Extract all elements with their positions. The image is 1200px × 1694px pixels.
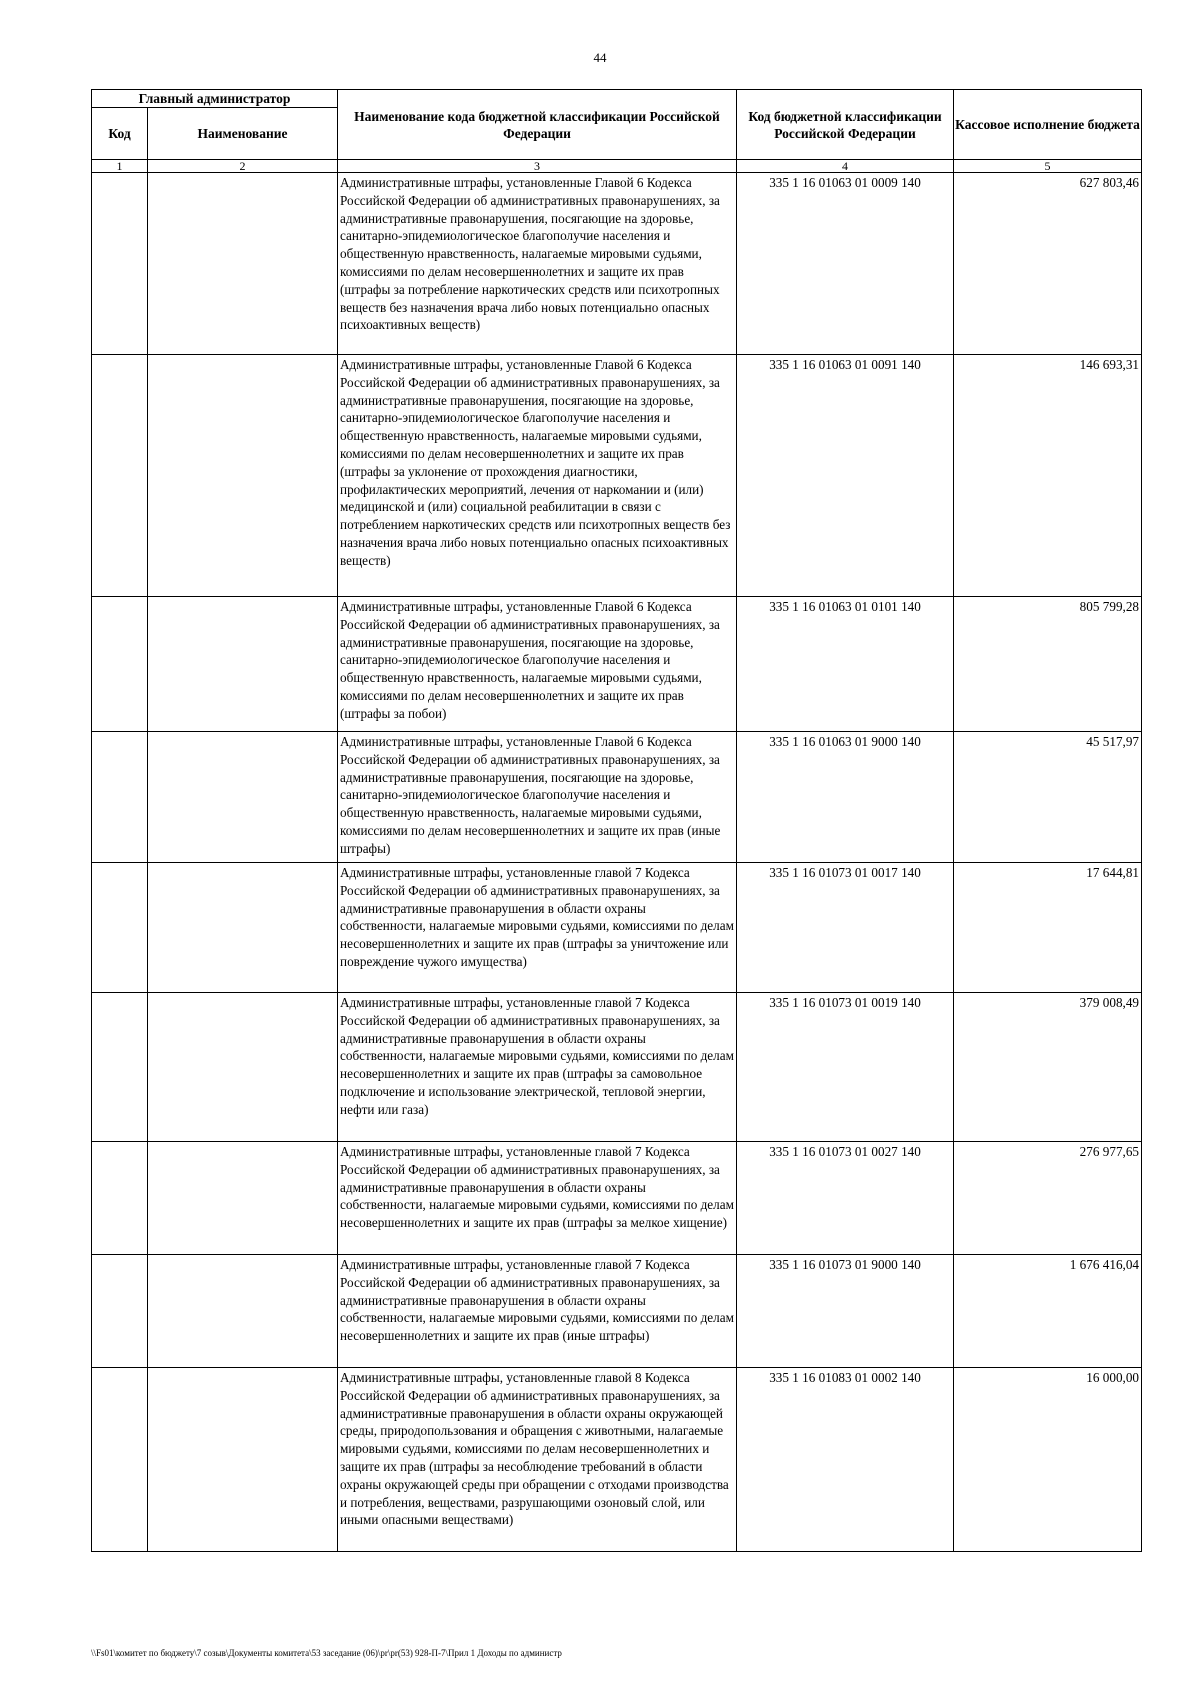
admin-code-cell bbox=[92, 173, 148, 355]
admin-name-cell bbox=[148, 1255, 338, 1368]
admin-name-header: Наименование bbox=[148, 108, 338, 160]
execution-amount: 16 000,00 bbox=[954, 1368, 1142, 1552]
page-number: 44 bbox=[593, 50, 607, 65]
admin-code-cell bbox=[92, 1368, 148, 1552]
kbk-description: Административные штрафы, установленные главой 7 Кодекса Российской Федерации об административных правонарушениях, за административные правонарушения в области охраны собственности, налагаемые мировыми судьями, комиссиями по делам несовершеннолетних и защите их прав (штрафы за мелкое хищение) bbox=[338, 1142, 737, 1255]
admin-name-cell bbox=[148, 863, 338, 993]
execution-header: Кассовое исполнение бюджета bbox=[954, 90, 1142, 160]
admin-code-cell bbox=[92, 1255, 148, 1368]
admin-code-cell bbox=[92, 732, 148, 863]
kbk-name-header: Наименование кода бюджетной классификации Российской Федерации bbox=[338, 90, 737, 160]
kbk-description: Административные штрафы, установленные Главой 6 Кодекса Российской Федерации об административных правонарушениях, за административные правонарушения, посягающие на здоровье, санитарно-эпидемиологическое благополучие населения и общественную нравственность, налагаемые мировыми судьями, комиссиями по делам несовершеннолетних и защите их прав (иные штрафы) bbox=[338, 732, 737, 863]
admin-name-cell bbox=[148, 732, 338, 863]
kbk-code: 335 1 16 01073 01 0019 140 bbox=[737, 993, 954, 1142]
table-row bbox=[92, 993, 1142, 1142]
execution-amount: 805 799,28 bbox=[954, 597, 1142, 732]
admin-code-cell bbox=[92, 1142, 148, 1255]
admin-name-cell bbox=[148, 173, 338, 355]
table-row bbox=[92, 355, 1142, 597]
admin-code-cell bbox=[92, 863, 148, 993]
kbk-code: 335 1 16 01073 01 0017 140 bbox=[737, 863, 954, 993]
main-admin-header: Главный администратор bbox=[92, 90, 338, 108]
kbk-code: 335 1 16 01063 01 0091 140 bbox=[737, 355, 954, 597]
table-row bbox=[92, 732, 1142, 863]
admin-code-cell bbox=[92, 993, 148, 1142]
kbk-code: 335 1 16 01063 01 0101 140 bbox=[737, 597, 954, 732]
admin-name-cell bbox=[148, 1368, 338, 1552]
execution-amount: 17 644,81 bbox=[954, 863, 1142, 993]
table-row bbox=[92, 1255, 1142, 1368]
execution-amount: 276 977,65 bbox=[954, 1142, 1142, 1255]
table-row bbox=[92, 1142, 1142, 1255]
table-row bbox=[92, 597, 1142, 732]
kbk-description: Административные штрафы, установленные главой 7 Кодекса Российской Федерации об административных правонарушениях, за административные правонарушения в области охраны собственности, налагаемые мировыми судьями, комиссиями по делам несовершеннолетних и защите их прав (штрафы за уничтожение или повреждение чужого имущества) bbox=[338, 863, 737, 993]
column-number: 4 bbox=[737, 160, 954, 173]
column-number: 1 bbox=[92, 160, 148, 173]
admin-name-cell bbox=[148, 355, 338, 597]
kbk-code: 335 1 16 01073 01 9000 140 bbox=[737, 1255, 954, 1368]
table-row bbox=[92, 863, 1142, 993]
kbk-code: 335 1 16 01063 01 0009 140 bbox=[737, 173, 954, 355]
kbk-description: Административные штрафы, установленные Главой 6 Кодекса Российской Федерации об административных правонарушениях, за административные правонарушения, посягающие на здоровье, санитарно-эпидемиологическое благополучие населения и общественную нравственность, налагаемые мировыми судьями, комиссиями по делам несовершеннолетних и защите их прав (штрафы за побои) bbox=[338, 597, 737, 732]
admin-name-cell bbox=[148, 597, 338, 732]
kbk-description: Административные штрафы, установленные Главой 6 Кодекса Российской Федерации об административных правонарушениях, за административные правонарушения, посягающие на здоровье, санитарно-эпидемиологическое благополучие населения и общественную нравственность, налагаемые мировыми судьями, комиссиями по делам несовершеннолетних и защите их прав (штрафы за уклонение от прохождения диагностики, профилактических мероприятий, лечения от наркомании и (или) медицинской и (или) социальной реабилитации в связи с потреблением наркотических средств или психотропных веществ без назначения врача либо новых потенциально опасных психоактивных веществ) bbox=[338, 355, 737, 597]
kbk-description: Административные штрафы, установленные Главой 6 Кодекса Российской Федерации об административных правонарушениях, за административные правонарушения, посягающие на здоровье, санитарно-эпидемиологическое благополучие населения и общественную нравственность, налагаемые мировыми судьями, комиссиями по делам несовершеннолетних и защите их прав (штрафы за потребление наркотических средств или психотропных веществ без назначения врача либо новых потенциально опасных психоактивных веществ) bbox=[338, 173, 737, 355]
revenue-table bbox=[91, 89, 1142, 1552]
execution-amount: 1 676 416,04 bbox=[954, 1255, 1142, 1368]
admin-name-cell bbox=[148, 993, 338, 1142]
execution-amount: 379 008,49 bbox=[954, 993, 1142, 1142]
column-number: 3 bbox=[338, 160, 737, 173]
execution-amount: 627 803,46 bbox=[954, 173, 1142, 355]
table-row bbox=[92, 173, 1142, 355]
admin-code-cell bbox=[92, 597, 148, 732]
file-path-footer: \\Fs01\комитет по бюджету\7 созыв\Документы комитета\53 заседание (06)\pr\pr(53) 928-П-7\Прил 1 Доходы по администр bbox=[91, 1648, 562, 1658]
execution-amount: 45 517,97 bbox=[954, 732, 1142, 863]
admin-code-header: Код bbox=[92, 108, 148, 160]
kbk-code: 335 1 16 01083 01 0002 140 bbox=[737, 1368, 954, 1552]
kbk-code: 335 1 16 01063 01 9000 140 bbox=[737, 732, 954, 863]
admin-code-cell bbox=[92, 355, 148, 597]
admin-name-cell bbox=[148, 1142, 338, 1255]
kbk-description: Административные штрафы, установленные главой 7 Кодекса Российской Федерации об административных правонарушениях, за административные правонарушения в области охраны собственности, налагаемые мировыми судьями, комиссиями по делам несовершеннолетних и защите их прав (штрафы за самовольное подключение и использование электрической, тепловой энергии, нефти или газа) bbox=[338, 993, 737, 1142]
table-row bbox=[92, 1368, 1142, 1552]
column-number: 5 bbox=[954, 160, 1142, 173]
kbk-description: Административные штрафы, установленные главой 7 Кодекса Российской Федерации об административных правонарушениях, за административные правонарушения в области охраны собственности, налагаемые мировыми судьями, комиссиями по делам несовершеннолетних и защите их прав (иные штрафы) bbox=[338, 1255, 737, 1368]
column-number: 2 bbox=[148, 160, 338, 173]
kbk-code: 335 1 16 01073 01 0027 140 bbox=[737, 1142, 954, 1255]
kbk-description: Административные штрафы, установленные главой 8 Кодекса Российской Федерации об административных правонарушениях, за административные правонарушения в области охраны окружающей среды, природопользования и обращения с животными, налагаемые мировыми судьями, комиссиями по делам несовершеннолетних и защите их прав (штрафы за несоблюдение требований в области охраны окружающей среды при обращении с отходами производства и потребления, веществами, разрушающими озоновый слой, или иными опасными веществами) bbox=[338, 1368, 737, 1552]
execution-amount: 146 693,31 bbox=[954, 355, 1142, 597]
kbk-code-header: Код бюджетной классификации Российской Федерации bbox=[737, 90, 954, 160]
